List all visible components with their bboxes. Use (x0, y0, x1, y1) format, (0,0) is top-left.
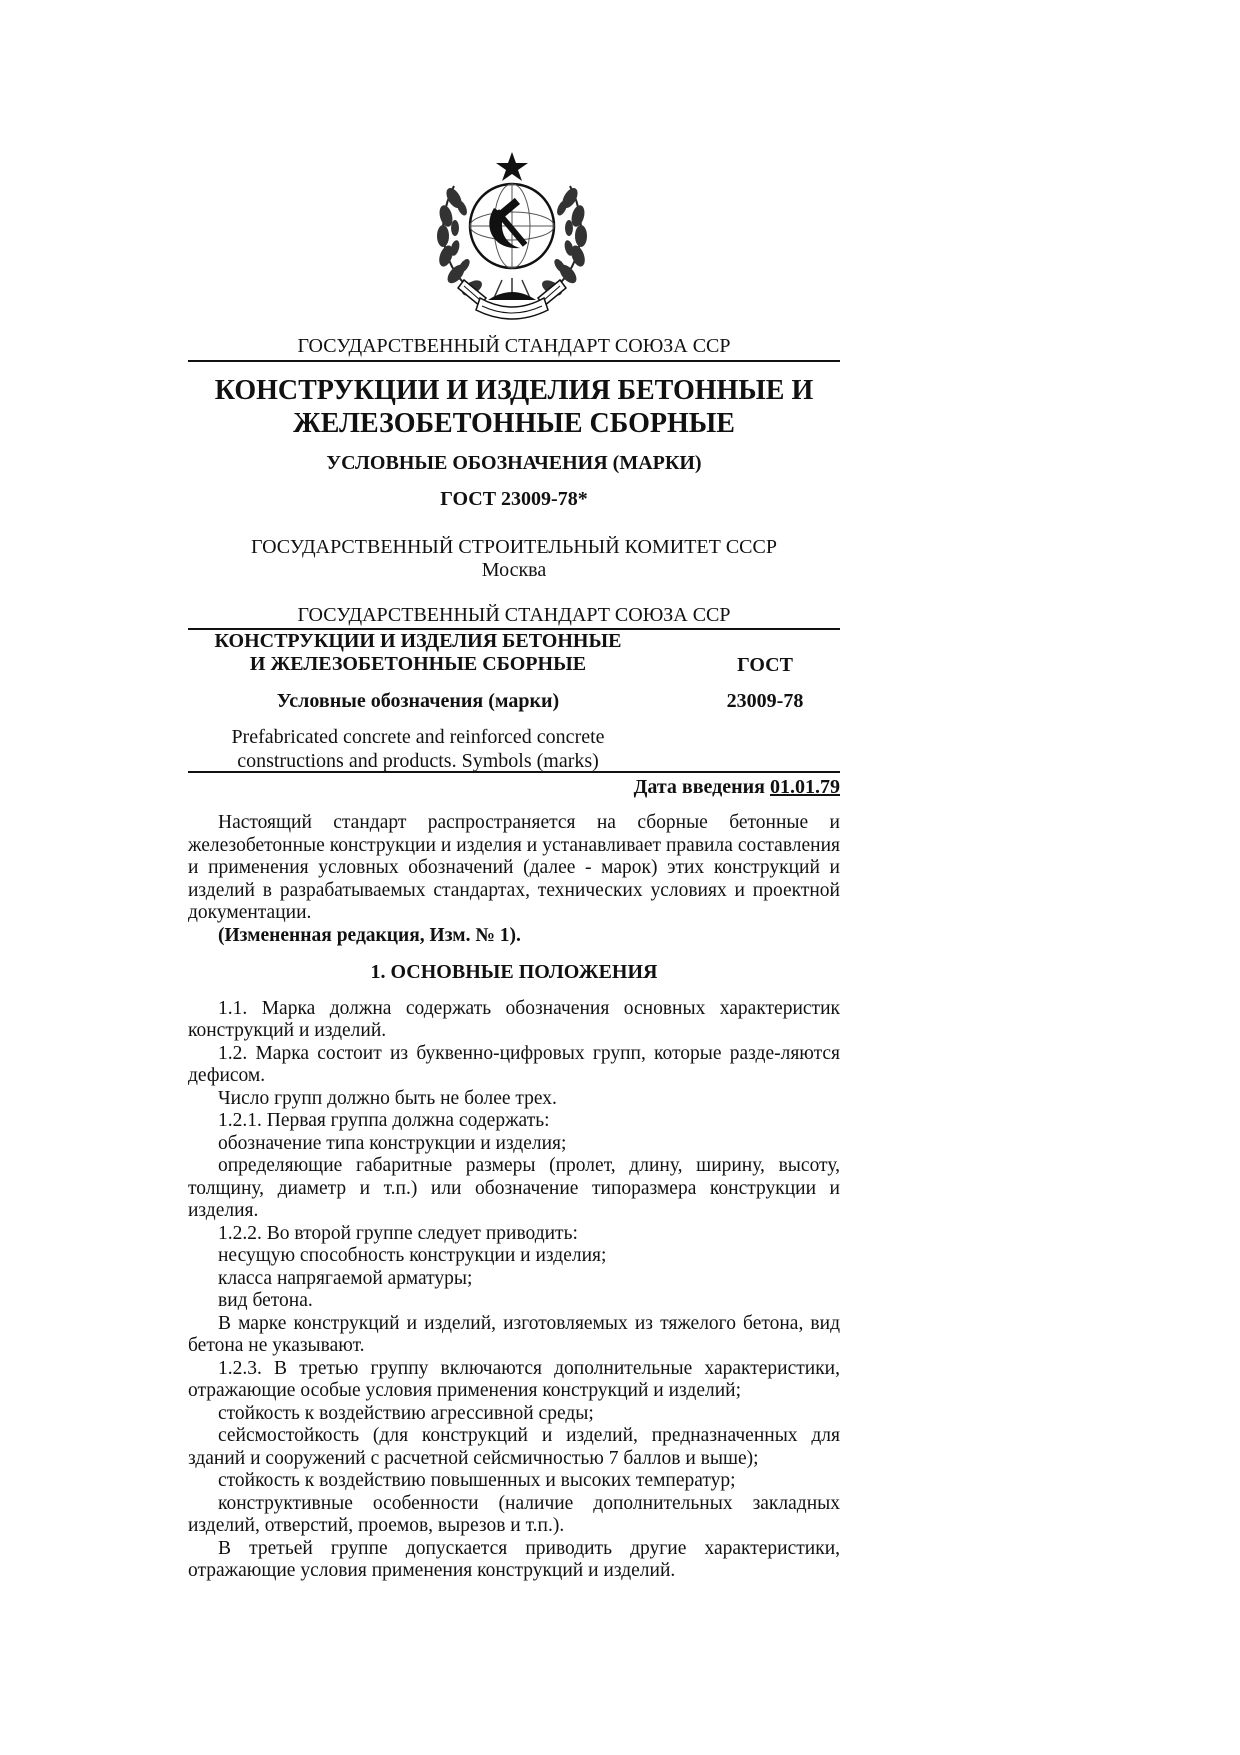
paragraph: стойкость к воздействию агрессивной среды; (218, 1402, 594, 1424)
header-english-line-1: Prefabricated concrete and reinforced concrete (231, 726, 605, 748)
header-gost-number: 23009-78 (726, 690, 804, 712)
paragraph: определяющие габаритные размеры (пролет, длину, ширину, высоту, толщину, диаметр и т.п.) или обозначение типоразмера конструкции и изделия. (188, 1155, 840, 1221)
paragraph: вид бетона. (218, 1290, 313, 1311)
paragraph: 1.2.2. Во второй группе следует приводить: (218, 1222, 578, 1244)
cover-city: Москва (481, 559, 547, 581)
document-body (188, 812, 840, 1583)
effective-date-label: Дата введения (633, 776, 765, 798)
paragraph: конструктивные особенности (наличие дополнительных закладных изделий, отверстий, проемов, вырезов и т.п.). (188, 1492, 840, 1536)
cover-gost: ГОСТ 23009-78* (440, 488, 588, 510)
intro-paragraph: Настоящий стандарт распространяется на сборные бетонные и железобетонные конструкции и изделия и устанавливает правила составления и применения условных обозначений (далее - марок) этих конструкций и изделий в разрабатываемых стандартах, технических условиях и проектной документации. (188, 812, 840, 923)
ussr-state-emblem-icon (424, 148, 600, 328)
cover-title-line-2: ЖЕЛЕЗОБЕТОННЫЕ СБОРНЫЕ (293, 408, 735, 439)
header-subtitle: Условные обозначения (марки) (276, 690, 560, 712)
cover-divider (188, 360, 840, 362)
header-title-line-1: КОНСТРУКЦИИ И ИЗДЕЛИЯ БЕТОННЫЕ (214, 630, 622, 652)
header-title (188, 630, 648, 676)
paragraph: сейсмостойкость (для конструкций и изделий, предназначенных для зданий и сооружений с расчетной сейсмичностью 7 баллов и выше); (188, 1425, 840, 1469)
paragraph: Число групп должно быть не более трех. (218, 1087, 557, 1109)
paragraph: 1.1. Марка должна содержать обозначения основных характеристик конструкций и изделий. (188, 997, 840, 1041)
cover-state-standard: ГОСУДАРСТВЕННЫЙ СТАНДАРТ СОЮЗА ССР (297, 335, 731, 357)
amendment-note: (Измененная редакция, Изм. № 1). (218, 924, 521, 946)
effective-date (188, 775, 840, 799)
cover-title-line-1: КОНСТРУКЦИИ И ИЗДЕЛИЯ БЕТОННЫЕ И (214, 375, 814, 406)
header-gost-label: ГОСТ (737, 654, 793, 676)
paragraph: 1.2. Марка состоит из буквенно-цифровых групп, которые разде-ляются дефисом. (188, 1042, 840, 1086)
paragraph: обозначение типа конструкции и изделия; (218, 1132, 567, 1154)
header-english-title (188, 725, 648, 773)
paragraph: 1.2.3. В третью группу включаются дополнительные характеристики, отражающие особые условия применения конструкций и изделий; (188, 1357, 840, 1401)
paragraph: В марке конструкций и изделий, изготовляемых из тяжелого бетона, вид бетона не указывают. (188, 1312, 840, 1356)
cover-committee: ГОСУДАРСТВЕННЫЙ СТРОИТЕЛЬНЫЙ КОМИТЕТ СССР (251, 536, 777, 558)
paragraph: несущую способность конструкции и изделия; (218, 1245, 607, 1266)
effective-date-value: 01.01.79 (770, 776, 840, 798)
cover-title (188, 374, 840, 440)
header-bottom-divider (188, 771, 840, 773)
header-state-standard: ГОСУДАРСТВЕННЫЙ СТАНДАРТ СОЮЗА ССР (297, 604, 731, 626)
header-english-line-2: constructions and products. Symbols (marks) (237, 750, 599, 772)
paragraph: 1.2.1. Первая группа должна содержать: (218, 1110, 550, 1131)
cover-subtitle: УСЛОВНЫЕ ОБОЗНАЧЕНИЯ (МАРКИ) (326, 452, 702, 474)
paragraph: В третьей группе допускается приводить другие характеристики, отражающие условия применения конструкций и изделий. (188, 1537, 840, 1581)
header-title-line-2: И ЖЕЛЕЗОБЕТОННЫЕ СБОРНЫЕ (249, 653, 587, 675)
paragraph: класса напрягаемой арматуры; (218, 1267, 473, 1289)
section-title: 1. ОСНОВНЫЕ ПОЛОЖЕНИЯ (370, 961, 658, 983)
paragraph: стойкость к воздействию повышенных и высоких температур; (218, 1470, 736, 1491)
